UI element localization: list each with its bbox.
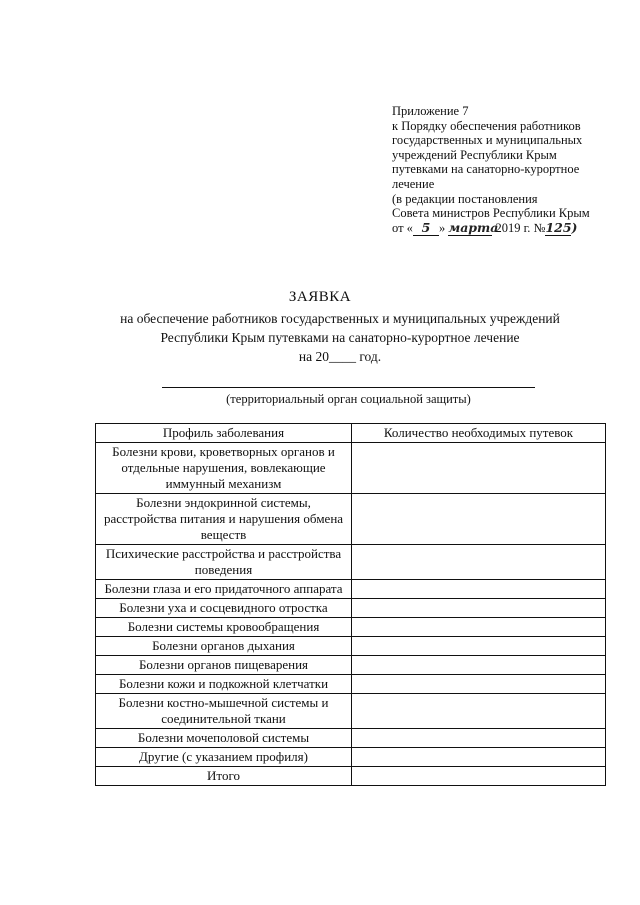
header-profile: Профиль заболевания [96,424,352,443]
count-cell[interactable] [352,637,606,656]
closing-bracket: ) [571,219,578,235]
count-cell[interactable] [352,729,606,748]
table-row [96,637,606,656]
appendix-line: лечение [392,176,435,191]
table-row [96,694,606,729]
org-signature-line [162,387,535,388]
count-cell[interactable] [352,494,606,545]
table-row [96,599,606,618]
appendix-line: учреждений Республики Крым [392,147,557,162]
count-cell[interactable] [352,748,606,767]
table-row [96,580,606,599]
request-table [95,423,606,786]
count-cell[interactable] [352,443,606,494]
appendix-block [392,104,622,236]
table-row [96,494,606,545]
table-header-row [96,424,606,443]
header-count: Количество необходимых путевок [352,424,606,443]
subtitle-line: на 20____ год. [298,349,382,364]
count-cell[interactable] [352,580,606,599]
document-subtitle [60,309,620,366]
date-number: 125 [545,219,572,235]
profile-cell: Болезни органов пищеварения [96,656,352,675]
date-month: марта [448,219,499,235]
profile-cell: Болезни крови, кроветворных органов и отдельные нарушения, вовлекающие иммунный механизм [96,443,352,494]
date-year: 2019 г. № [495,220,546,235]
count-cell[interactable] [352,694,606,729]
table-row [96,675,606,694]
total-count-cell[interactable] [352,767,606,786]
appendix-line: к Порядку обеспечения работников [392,118,581,133]
appendix-line: Приложение 7 [392,104,469,118]
total-cell: Итого [96,767,352,786]
appendix-line: путевками на санаторно-курортное [392,162,580,177]
table-row [96,748,606,767]
profile-cell: Другие (с указанием профиля) [96,748,352,767]
profile-cell: Болезни уха и сосцевидного отростка [96,599,352,618]
count-cell[interactable] [352,545,606,580]
profile-cell: Болезни органов дыхания [96,637,352,656]
table-row-total [96,767,606,786]
profile-cell: Болезни кожи и подкожной клетчатки [96,675,352,694]
date-prefix: от « [392,220,413,235]
table-row [96,618,606,637]
profile-cell: Болезни костно-мышечной системы и соединительной ткани [96,694,352,729]
date-mid: » [438,220,446,235]
profile-cell: Болезни глаза и его придаточного аппарата [96,580,352,599]
profile-cell: Болезни эндокринной системы, расстройства питания и нарушения обмена веществ [96,494,352,545]
profile-cell: Болезни мочеполовой системы [96,729,352,748]
profile-cell: Болезни системы кровообращения [96,618,352,637]
count-cell[interactable] [352,675,606,694]
document-title: ЗАЯВКА [288,289,352,305]
appendix-date-line [392,221,622,237]
date-day: 5 [413,221,439,237]
table-row [96,729,606,748]
appendix-line: Совета министров Республики Крым [392,206,590,221]
count-cell[interactable] [352,599,606,618]
org-caption: (территориальный орган социальной защиты) [226,392,471,406]
subtitle-line: Республики Крым путевками на санаторно-курортное лечение [160,330,520,345]
count-cell[interactable] [352,656,606,675]
appendix-line: (в редакции постановления [392,191,538,206]
table-row [96,545,606,580]
table-row [96,443,606,494]
appendix-line: государственных и муниципальных [392,133,583,148]
count-cell[interactable] [352,618,606,637]
profile-cell: Психические расстройства и расстройства поведения [96,545,352,580]
table-row [96,656,606,675]
subtitle-line: на обеспечение работников государственных и муниципальных учреждений [120,311,560,326]
